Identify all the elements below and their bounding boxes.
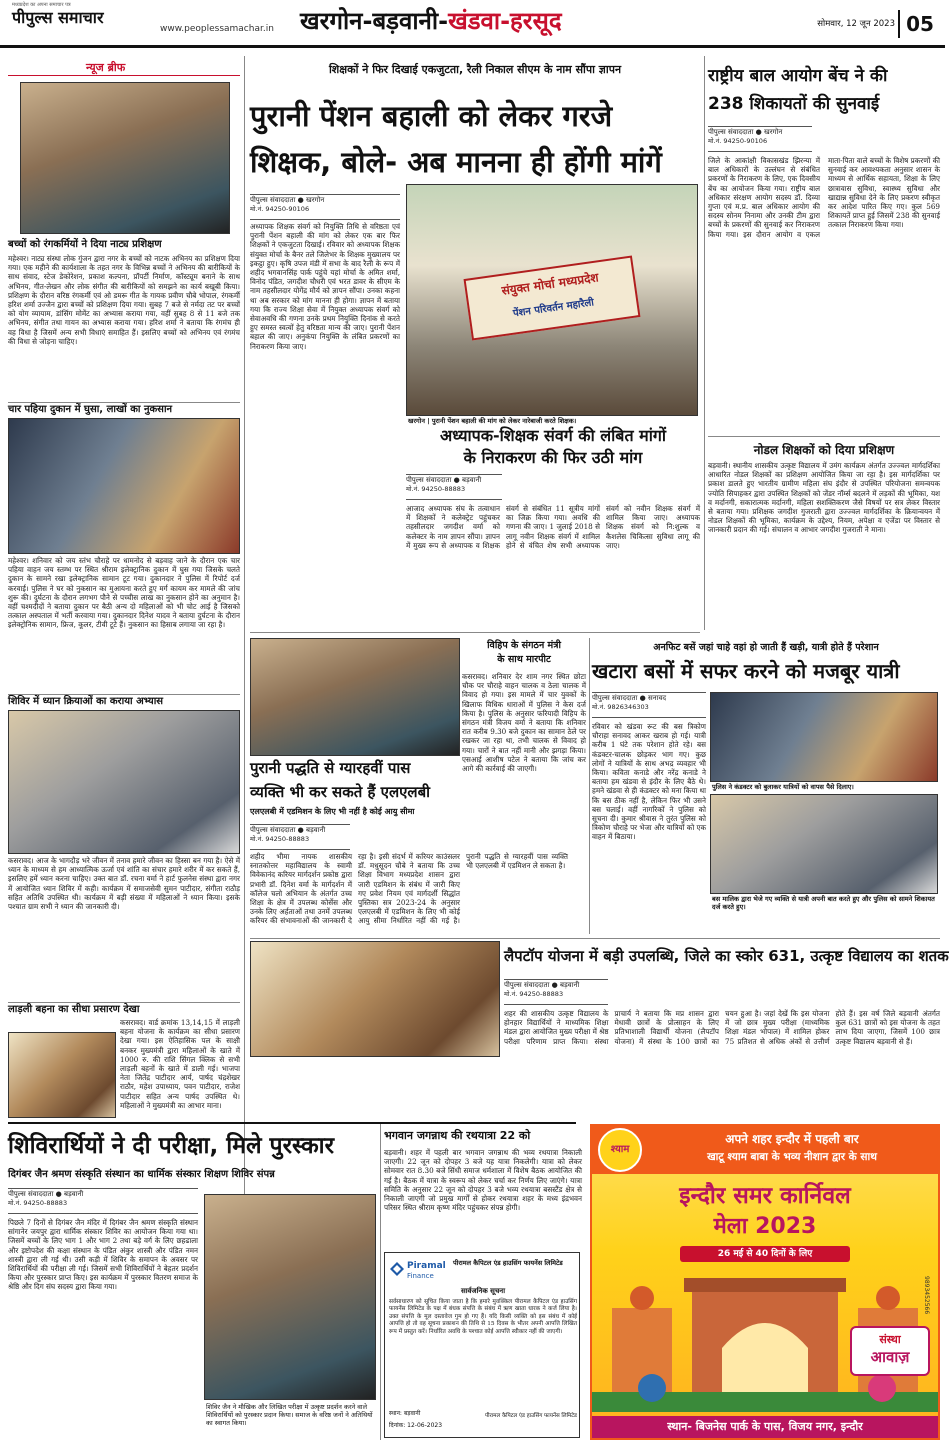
pending-demands-story <box>406 426 700 620</box>
commission-byline-text: पीपुल्स संवाददाता ● खरगोन <box>708 128 783 136</box>
lead-story <box>250 56 700 456</box>
lead-headline-2: शिक्षक, बोले- अब मानना ही होंगी मांगें <box>250 145 662 179</box>
vhp-body: कसरावद। शनिवार देर शाम नगर स्थित छोटा चौक पर चौराहे वाहन चालक व ठेला चालक में विवाद हो गया। इस मामले में चार युवकों के खिलाफ विधिक धाराओं में पुलिस ने केस दर्ज किया है। पुलिस के अनुसार फरियादी विहिप के संगठन मंत्री विजय वर्मा ने बताया कि शनिवार रात करीब 9.30 बजे दुकान का सामान ठेले पर रखकर जा रहा था, तभी चालक से विवाद हो गया। चारों ने बात नहीं मानी और झगड़ा किया। एसआई आशीष पटेल ने बताया कि जांच कर आगे की कार्रवाई की जाएगी। <box>462 672 586 774</box>
ad-sponsor-line-1: संस्था <box>879 1333 901 1346</box>
ad-contact: 9893452566 <box>923 1276 930 1315</box>
website: www.peoplessamachar.in <box>160 24 274 34</box>
laptop-byline-text: पीपुल्स संवाददाता ● बड़वानी <box>504 981 580 989</box>
masthead <box>0 0 945 48</box>
news-brief-column <box>8 56 240 1224</box>
pending-body: आजाद अध्यापक संघ के तत्वाधान में शिक्षकों ने कलेक्ट्रेट पहुंचकर तहसीलदार जगदीश वर्मा को कलेक्टर के नाम ज्ञापन सौंपा। ज्ञापन में मुख्य रूप से अध्यापक व शिक्षक संवर्ग से संबंधित 11 सूत्रीय मांगों का जिक्र किया गया। अवधि की गणना की जाए। 1 जुलाई 2018 से लागू नवीन शिक्षक संवर्ग में शामिल होने से वंचित शेष सभी अध्यापक संवर्ग को नवीन शिक्षक संवर्ग में शामिल किया जाए। अध्यापक शिक्षक संवर्ग को नि:शुल्क व कैशलेस चिकित्सा सुविधा लागू की जाए। <box>406 504 700 550</box>
brief-headline-3: शिविर में ध्यान क्रियाओं का कराया अभ्यास <box>8 694 240 708</box>
ad-top-line-1: अपने शहर इन्दौर में पहली बार <box>725 1132 859 1146</box>
rathyatra-headline: भगवान जगन्नाथ की रथयात्रा 22 को <box>384 1129 531 1142</box>
page-number: 05 <box>898 10 940 38</box>
buses-headline: खटारा बसों में सफर करने को मजबूर यात्री <box>592 659 900 683</box>
buses-kicker: अनफिट बसें जहां चाहे वहां हो जाती हैं खड़ी, यात्री होते हैं परेशान <box>653 642 879 653</box>
lead-photo-caption: खरगोन | पुरानी पेंशन बहाली की मांग को लेकर नारेबाजी करते शिक्षक। <box>406 416 698 428</box>
camp-subhead: दिगंबर जैन श्रमण संस्कृति संस्थान का धार्मिक संस्कार शिक्षण शिविर संपन्न <box>8 1169 275 1180</box>
pending-byline <box>406 474 502 500</box>
commission-byline <box>708 126 812 152</box>
lead-byline-phone: मो.नं. 94250-90106 <box>250 205 310 213</box>
camp-byline-phone: मो.नं. 94250-88883 <box>8 1199 68 1207</box>
ad-title-line-1: इन्दौर समर कार्निवल <box>679 1183 851 1209</box>
row-rule-1 <box>250 632 700 633</box>
section-title <box>300 6 640 40</box>
notice-subtitle: सार्वजनिक सूचना <box>460 1287 506 1295</box>
notice-signatory: पीरामल कैपिटल एंड हाउसिंग फायनेंस लिमिटेड <box>484 1413 577 1419</box>
buses-photo-1 <box>710 692 938 782</box>
ad-venue: स्थान- बिजनेस पार्क के पास, विजय नगर, इन्दौर <box>592 1416 938 1438</box>
pending-byline-text: पीपुल्स संवाददाता ● बड़वानी <box>406 476 482 484</box>
brief-photo-accident <box>8 418 240 554</box>
edition-date: सोमवार, 12 जून 2023 <box>817 19 895 29</box>
buses-byline-phone: मो.नं. 9826346303 <box>592 703 649 711</box>
ad-logo-text: श्याम <box>610 1144 630 1155</box>
commission-body: जिले के आकांक्षी विकासखंड झिरन्या में बाल अधिकारों के उल्लंघन से संबंधित प्रकरणों के निराकरण के लिए, एक दिवसीय बेंच का आयोजन किया गया। राष्ट्रीय बाल अधिकार संरक्षण आयोग सदस्य डॉ. दिव्या गुप्ता एवं म.प्र. बाल अधिकार आयोग की सदस्य सोनम निनामा और उनकी टीम द्वारा बच्चों के प्रकरणों की सुनवाई कर निराकरण किया गया। इस दौरान आयोग व एकल माता-पिता वाले बच्चों के विशेष प्रकरणों की सुनवाई कर आवश्यकता अनुसार शासन के माध्यम से आर्थिक सहायता, शिक्षा के लिए छात्रावास सुविधा, स्वास्थ्य सुविधा और खाद्यान्न सुविधा देने के लिए प्रकरण स्वीकृत कर आदेश पारित किए गए। कुल 569 शिकायतें प्राप्त हुई जिसमें 238 की सुनवाई तत्काल निराकरण किया गया। <box>708 156 940 239</box>
pending-headline-2: के निराकरण की फिर उठी मांग <box>463 448 643 467</box>
carnival-ad[interactable] <box>590 1124 940 1440</box>
lead-photo-banner <box>464 255 641 340</box>
buses-byline <box>592 692 706 718</box>
commission-headline-2: 238 शिकायतों की सुनवाई <box>708 94 880 114</box>
lead-photo-banner-subtitle: पेंशन परिवर्तन महारैली <box>512 297 595 320</box>
piramal-name: Piramal <box>407 1261 446 1271</box>
lead-photo <box>406 184 698 416</box>
notice-date: दिनांक: 12-06-2023 <box>389 1422 443 1429</box>
llb-photo <box>250 638 460 756</box>
section-title-primary: खरगोन-बड़वानी- <box>300 7 449 35</box>
commission-byline-phone: मो.नं. 94250-90106 <box>708 137 768 145</box>
brief-body-1: महेश्वर। नाट्य संस्था लोक गुंजन द्वारा नगर के बच्चों को नाटक अभिनय का प्रशिक्षण दिया गया। एक महीने की कार्यशाला के तहत नगर के विभिन्न बच्चों ने अभिनय की बारीकियों के साथ संवाद, स्टेज डेकोरेशन, प्रकाश कल्पना, प्रॉपर्टी निर्माण, कॉस्ट्यूम बनाने के साथ अभिनय, गीत-लेखन और लोक संगीत की बारीकियों को समझने का कार्य बखूबी किया। प्रशिक्षण के दौरान वरिष्ठ रंगकर्मी एवं ओ डमरू गीत के गायक प्रवीण चौबे भोपाल, रंगकर्मी हरिश शर्मा उज्जैन द्वारा बच्चों को प्रशिक्षण दिया गया। सुबह 7 बजे से नर्मदा तट पर बच्चों को योग व्यायाम, डांसिंग मोमेंट का अभ्यास कराया गया, वहीं सुबह 8 से 11 बजे तक अभिनय, संगीत तथा गायन का अभ्यास कराया गया। हरिश शर्मा ने बताया कि रंगमंच ही वह विधा है जिसमें अन्य सभी विधाएं समाहित हैं। इसलिए बच्चों को अभिनय एवं रंगमंच की विधा से जोड़ना चाहिए। <box>8 254 240 346</box>
llb-headline-1: पुरानी पद्धति से ग्यारहवीं पास <box>250 759 411 777</box>
llb-byline-phone: मो.नं. 94250-88883 <box>250 835 310 843</box>
buses-photo-2 <box>710 794 938 894</box>
notice-body: सर्वसाधारण को सूचित किया जाता है कि हमारे मुवक्किल पीरामल कैपिटल एंड हाउसिंग फायनेंस लिमिटेड के पक्ष में बंधक संपत्ति के संबंध में ऋण खाता धारक ने कर्ज लिया है। उक्त संपत्ति के मूल दस्तावेज गुम हो गए हैं। यदि किसी व्यक्ति को इस संबंध में कोई आपत्ति हो तो वह सूचना प्रकाशन की तिथि से 15 दिवस के भीतर अपनी आपत्ति लिखित रूप में प्रस्तुत करें। निर्धारित अवधि के पश्चात कोई आपत्ति स्वीकार नहीं की जाएगी। <box>389 1299 577 1335</box>
brief-body-2: महेश्वर। शनिवार को जय स्तंभ चौराहे पर धामनोद से बड़वाह जाने के दौरान एक चार पहिया वाहन जय स्तम्भ पर स्थित श्रीराम इलेक्ट्रानिक दुकान में घुस गया जिसके चलते दुकान के सामने रखा इलेक्ट्रानिक सामान टूट गया। दुकानदार ने पुलिस में रिपोर्ट दर्ज करवाई। पुलिस ने घर को नुकसान का मुआयना करते हुए मर्ग कायम कर मामले की जांच शुरू की। दुर्घटना के दौरान लगभग पौने से पच्चीस लाख का नुकसान होने का अनुमान है। वहीं चश्मदीदों ने बताया दुकान पर बैठी अन्य दो महिलाओं को भी चोट आई है जिसको तत्काल अस्पताल में भर्ती करवाया गया। दुकानदार दिनेश यादव ने बताया दुर्घटना के दौरान इलेक्ट्रोनिक सामान, फ्रिज, कूलर, टीवी टूटे हैं। नुकसान का हिसाब लगाया जा रहा है। <box>8 556 240 630</box>
vhp-story <box>462 638 586 934</box>
llb-byline-text: पीपुल्स संवाददाता ● बड़वानी <box>250 826 326 834</box>
ad-dates: 26 मई से 40 दिनों के लिए <box>680 1246 850 1262</box>
lead-photo-banner-title: संयुक्त मोर्चा मध्यप्रदेश <box>500 270 600 298</box>
nodal-headline: नोडल शिक्षकों को दिया प्रशिक्षण <box>753 443 895 457</box>
pending-byline-phone: मो.नं. 94250-88883 <box>406 485 466 493</box>
ad-sponsor-line-2: आवाज़ <box>870 1348 910 1366</box>
laptop-headline: लैपटॉप योजना में बड़ी उपलब्धि, जिले का स्कोर 631, उत्कृष्ट विद्यालय का शतक <box>504 947 949 965</box>
rathyatra-story <box>384 1128 582 1248</box>
vhp-headline-2: के साथ मारपीट <box>497 654 551 665</box>
brief-body-3: कसरावद। आज के भागदौड़ भरे जीवन में तनाव हमारे जीवन का हिस्सा बन गया है। ऐसे में ध्यान के माध्यम से हम आध्यात्मिक ऊर्जा एवं शांति का संचार हमारे शरीर में कर सकते हैं, इसलिए हमें ध्यान करना चाहिए। उक्त बात डॉ. रचना वर्मा ने हार्ट फुलनेस संस्था द्वारा नगर में आयोजित ध्यान शिविर में कही। कार्यक्रम में समाजसेवी सुमन पाटीदार, संगीता राठौड़ सहित अतिथि उपस्थित थी। कार्यक्रम में बड़ी संख्या में महिलाओं ने ध्यान किया। इसके पश्चात ग्राम सभी ने ध्यान की जानकारी दी। <box>8 856 240 912</box>
lead-headline-1: पुरानी पेंशन बहाली को लेकर गरजे <box>250 99 613 133</box>
ad-top-line-2: खाटू श्याम बाबा के भव्य नीशान द्वार के साथ <box>707 1151 877 1163</box>
column-rule-1 <box>244 56 245 1224</box>
laptop-byline <box>504 979 608 1005</box>
piramal-sub: Finance <box>407 1272 434 1280</box>
ad-top-banner <box>592 1126 938 1174</box>
llb-byline <box>250 824 350 850</box>
brief-headline-4: लाड़ली बहना का सीधा प्रसारण देखा <box>8 1002 240 1016</box>
vhp-headline-1: विहिप के संगठन मंत्री <box>487 640 561 651</box>
brief-headline-2: चार पहिया दुकान में घुसा, लाखों का नुकसान <box>8 402 240 416</box>
camp-headline: शिविरार्थियों ने दी परीक्षा, मिले पुरस्कार <box>8 1133 334 1159</box>
brief-photo-meditation <box>8 710 240 854</box>
column-rule-4 <box>380 1124 381 1440</box>
ad-logo-badge <box>598 1128 642 1172</box>
lead-body: अध्यापक शिक्षक संवर्ग को नियुक्ति तिथि से वरिष्ठता एवं पुरानी पेंशन बहाली की मांग को लेकर एक बार फिर शिक्षकों ने एकजुटता दिखाई। रविवार को अध्यापक शिक्षक संयुक्त मोर्चा के बैनर तले जिलेभर के शिक्षक मुख्यालय पर इकट्ठा हुए। कृषि उपज मंडी में सभा के बाद रैली के रूप में शहीद भगवानसिंह पार्क पहुंचे यहां मोर्चा के अमित शर्मा, विनोद पंडित, जगदीश चौधरी एवं भरत डावर के सीएम के नाम तहसीलदार योगेंद्र मौर्य को ज्ञापन सौंपा। उनका कहना था अब सरकार को मांग मानना ही होगा। ज्ञापन में बताया गया कि राज्य शिक्षा सेवा में नियुक्त अध्यापक संवर्ग को सेवाअवधि की गणना उनके प्रथम नियुक्ति दिनांक से करते हुए समस्त स्वत्वों हेतु वरिष्ठता मान्य की जाए। पुरानी पेंशन बहाल की जाए। अनुकंपा नियुक्ति के लंबित प्रकरणों का निराकरण किया जाए। <box>250 222 400 351</box>
camp-body: पिछले 7 दिनों से दिगंबर जैन मंदिर में दिगंबर जैन श्रमण संस्कृति संस्थान सांगानेर जयपुर द्वारा धार्मिक संस्कार शिविर का आयोजन किया गया था। जिसमें बच्चों के लिए भाग 1 और भाग 2 तथा बड़े वर्ग के लिए छहढाला और इष्टोपदेश की कक्षा संस्थान के पंडित अंकुर शास्त्री और पंडित नमन शास्त्री द्वारा ली गई थी। उसी कड़ी में शिविर के समापन के अवसर पर शिविरार्थियों की परीक्षा ली गई। जिसमें सभी शिविरार्थियों ने बेहतर प्रदर्शन किया और पुरस्कार प्राप्त किए। इस कार्यक्रम में पुरस्कार वितरण समाज के श्रेष्ठि और दिग संघ सदस्य द्वारा किया गया। <box>8 1218 198 1292</box>
section-title-highlight: खंडवा-हरसूद <box>448 7 562 35</box>
camp-byline-text: पीपुल्स संवाददाता ● बड़वानी <box>8 1190 84 1198</box>
llb-body: शहीद भीमा नायक शासकीय स्नातकोत्तर महाविद्यालय के स्वामी विवेकानंद करियर मार्गदर्शन प्रकोष्ठ द्वारा प्रभारी डॉ. दिनेश वर्मा के मार्गदर्शन में कॉलेज चलो अभियान के अंतर्गत उच्च शिक्षा के क्षेत्र में उपलब्ध कोर्सेस और उनके लिए अर्हताओं तथा उनमें उपलब्ध करियर की संभावनाओं की जानकारी दे रहा है। इसी संदर्भ में करियर काउंसलर डॉ. मधुसूदन चौबे ने बताया कि उच्च शिक्षा विभाग मध्यप्रदेश शासन द्वारा जारी एडमिशन के संबंध में जारी किए गए प्रवेश नियम एवं मार्गदर्शी सिद्धांत पुस्तिका सत्र 2023-24 के अनुसार एलएलबी में एडमिशन के लिए भी कोई आयु सीमा निर्धारित नहीं की गई है। पुरानी पद्धति से ग्यारहवीं पास व्यक्ति भी एलएलबी में एडमिशन ले सकता है। <box>250 852 568 926</box>
buses-photo-2-caption: बस मालिक द्वारा भेजे गए व्यक्ति से यात्री अपनी बात करते हुए और पुलिस को सामने शिकायत दर्ज करते हुए। <box>710 894 938 912</box>
ad-title-line-2: मेला 2023 <box>713 1214 817 1239</box>
brief-photo-drama <box>20 82 230 234</box>
brief-headline-1: बच्चों को रंगकर्मियों ने दिया नाट्य प्रशिक्षण <box>8 239 162 250</box>
camp-photo-caption: शिविर जैन ने मौखिक और लिखित परीक्षा में उत्कृष्ट प्रदर्शन करने वाले शिविरार्थियों को पुरस्कार प्रदान किया। समाज के वरिष्ठ जनों ने अतिथियों का स्वागत किया। <box>204 1402 376 1440</box>
column-rule-2 <box>704 56 705 630</box>
notice-title: पीरामल कैपिटल एंड हाउसिंग फायनेंस लिमिटेड <box>453 1259 563 1267</box>
laptop-story <box>250 938 949 1116</box>
notice-place: स्थान: बड़वानी <box>389 1410 421 1417</box>
nodal-teachers-story <box>708 436 940 630</box>
piramal-logo-icon <box>389 1261 405 1277</box>
camp-byline <box>8 1188 198 1214</box>
legal-notice <box>384 1252 580 1438</box>
buses-story <box>592 636 940 934</box>
child-commission-story <box>708 56 940 436</box>
laptop-body: शहर की शासकीय उत्कृष्ट विद्यालय के होनहार विद्यार्थियों ने माध्यमिक शिक्षा मंडल द्वारा आयोजित मुख्य परीक्षा में श्रेष्ठ परीक्षा परिणाम प्राप्त किया। संस्था प्राचार्य ने बताया कि मप्र शासन द्वारा मेधावी छात्रों के प्रोत्साहन के लिए प्रतिभाशाली विद्यार्थी योजना (लैपटॉप योजना) में संस्था के 100 छात्रों का चयन हुआ है। जहां देखें कि इस योजना में जो छात्र मुख्य परीक्षा (माध्यमिक शिक्षा मंडल भोपाल) में शामिल होकर 75 प्रतिशत से अधिक अंकों से उत्तीर्ण होते हैं। इस वर्ष जिले बड़वानी अंतर्गत कुल 631 छात्रों को इस योजना के तहत लाभ दिया जाएगा, जिसमें 100 छात्र उत्कृष्ट विद्यालय बड़वानी से हैं। <box>504 1009 940 1046</box>
lead-byline-text: पीपुल्स संवाददाता ● खरगोन <box>250 196 325 204</box>
camp-photo <box>204 1194 376 1400</box>
logo: पीपुल्स समाचार <box>12 8 104 27</box>
llb-subhead: एलएलबी में एडमिशन के लिए भी नहीं है कोई आयु सीमा <box>250 807 415 816</box>
news-brief-label: न्यूज ब्रीफ <box>8 60 240 76</box>
nodal-body: बड़वानी। स्थानीय शासकीय उत्कृष्ट विद्यालय में उमंग कार्यक्रम अंतर्गत उज्ज्वल मार्गदर्शिका आधारित नोडल शिक्षकों का प्रशिक्षण आयोजित किया जा रहा है। इस मार्गदर्शिका पर प्रकाश डालते हुए भारतीय ग्रामीण महिला संघ इंदौर से उपस्थित परियोजना समन्वयक ज्योति सिपाहकर द्वारा उपस्थित शिक्षकों को जेंडर नॉर्म्स बदलने में लड़कों की भूमिका, यश व मर्दानगी, सकारात्मक मर्दानगी, महिला सशक्तिकरण जैसे विषयों पर सत्र लेकर विस्तार से बताया गया। प्रशिक्षक जगदीश गुजराती द्वारा उज्ज्वल मार्गदर्शिका के क्रियान्वयन में नोडल शिक्षकों की भूमिका, कार्यक्रम के उद्देश्य, नियम, अपेक्षा व एजेंडा पर विस्तार से जानकारी प्रदान की गई। संचालन व आभार जगदीश गुजराती ने माना। <box>708 461 940 535</box>
brief-body-4: कसरावद। वार्ड क्रमांक 13,14,15 में लाड़ली बहना योजना के कार्यक्रम का सीधा प्रसारण देखा गया। इस ऐतिहासिक पल के साक्षी बनकर मुख्यमंत्री द्वारा महिलाओं के खाते में 1000 रु. की राशि सिंगल क्लिक से सभी लाड़ली बहनों के खाते में डाली गई। भाजपा नेता जितेंद्र पाटीदार आर्य, पार्षद चंद्रशेखर राठौर, महेश उपाध्याय, पवन पाटीदार, राजेश पाटीदार सहित अन्य पार्षद उपस्थित थे। महिलाओं ने मुख्यमंत्री का आभार माना। <box>120 1018 240 1110</box>
pending-headline-1: अध्यापक-शिक्षक संवर्ग की लंबित मांगों <box>439 426 666 445</box>
laptop-photo <box>250 941 500 1057</box>
column-rule-3 <box>589 638 590 934</box>
logo-tagline: मध्यप्रदेश का अपना समाचार पत्र <box>12 2 71 8</box>
lead-byline <box>250 194 400 220</box>
buses-photo-1-caption: पुलिस ने कंडक्टर को बुलाकर यात्रियों को वापस पैसे दिलाए। <box>710 782 938 792</box>
laptop-byline-phone: मो.नं. 94250-88883 <box>504 990 564 998</box>
buses-byline-text: पीपुल्स संवाददाता ● सनावद <box>592 694 667 702</box>
commission-headline-1: राष्ट्रीय बाल आयोग बेंच ने की <box>708 66 888 86</box>
llb-headline-2: व्यक्ति भी कर सकते हैं एलएलबी <box>250 783 431 801</box>
rathyatra-body: बड़वानी। शहर में पहली बार भगवान जगन्नाथ की भव्य रथयात्रा निकाली जाएगी। 22 जून को दोपहर 3 बजे यह यात्रा निकलेगी। यात्रा को लेकर सोमवार रात 8.30 बजे सिंधी समाज धर्मशाला में विशेष बैठक आयोजित की गई है। बैठक में यात्रा के स्वरूप को लेकर चर्चा कर निर्णय लिए जाएंगे। यात्रा समिति के अनुसार 22 जून को दोपहर 3 बजे भव्य रथयात्रा बसस्टैंड क्षेत्र से निकाली जाएगी जो प्रमुख मार्गों से होकर रथयात्रा शहर के मध्य इंद्रभवन परिसर स्थित श्रीराम कृष्ण मंदिर पहुंचकर संपन्न होगी। <box>384 1148 582 1213</box>
buses-body: रविवार को खंडवा रूट की बस त्रिकोण चौराहा सनावद आकर खराब हो गई। यात्री करीब 1 घंटे तक परेशान होते रहे। बस कंडक्टर-चालक छोड़कर भाग गए। कुछ लोगों ने यात्रियों के साथ अभद्र व्यवहार भी किया। कविता कनाडे और नरेंद्र कनाडे ने बताया हम खंडवा से इंदौर के लिए बैठे थे। हमने खंडवा से ही कंडक्टर को मना किया था कि बस ठीक नहीं है, लेकिन फिर भी उसने बस चलाई। वहीं नागरिकों ने पुलिस को सूचना दी। कुमार श्रीवास ने तुरंत पुलिस को त्रिकोण चौराहे पर भेजा और यात्रियों को एक वाहन में बिठाया। <box>592 722 706 842</box>
lead-kicker: शिक्षकों ने फिर दिखाई एकजुटता, रैली निकाल सीएम के नाम सौंपा ज्ञापन <box>328 63 622 76</box>
